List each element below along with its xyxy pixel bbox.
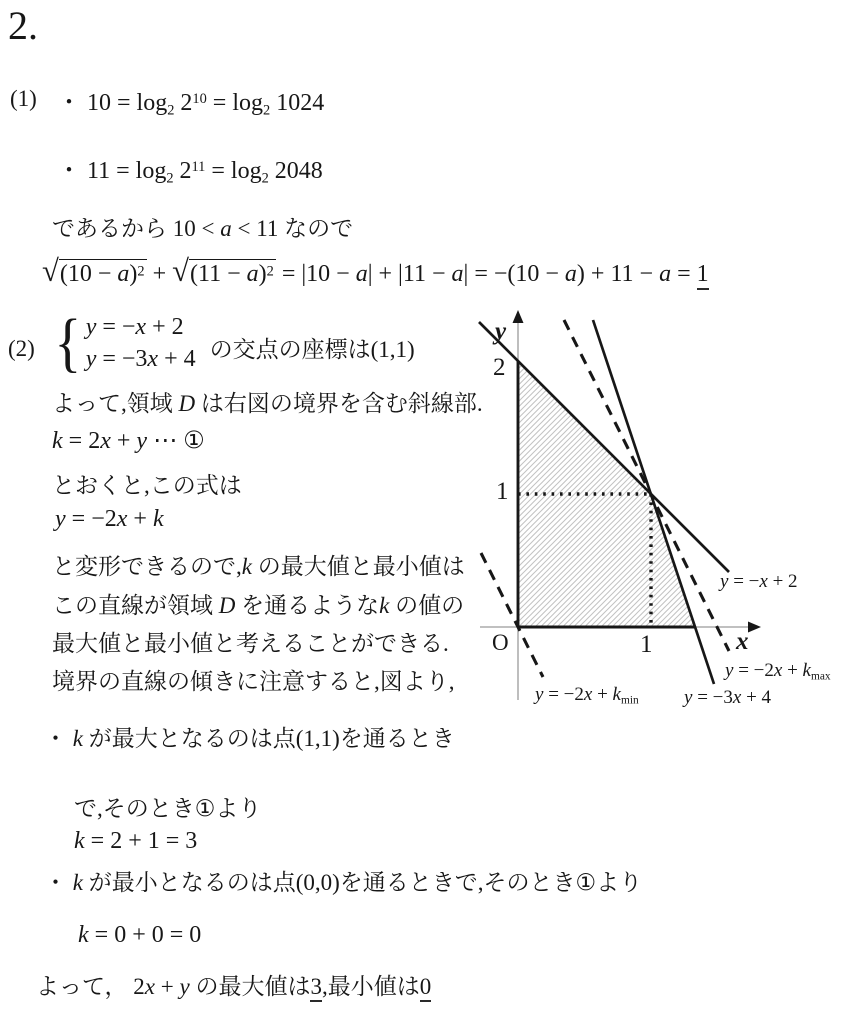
problem-number: 2. — [8, 3, 38, 48]
bullet-k-max-cont: で,そのとき①より — [74, 796, 262, 821]
system-equation-1: y = −x + 2 — [85, 313, 184, 340]
part1-eq-log2048: ・ 11 = log2 $2^{11} = \log 2$ 2048 — [57, 158, 323, 187]
part1-label: (1) — [10, 86, 37, 111]
y-axis-label: y — [495, 318, 507, 345]
system-equation-2: y = −3x + 4 — [85, 345, 196, 372]
y-tick-2: 2 — [493, 354, 506, 381]
part1-range-statement: であるから 10 < a < 11 なので — [52, 216, 354, 241]
k-max-computation: k = 2 + 1 = 3 — [74, 828, 198, 854]
part1-eq-log1024: ・ 10 = log2 $2^{10} = \log 2$ 1024 — [57, 90, 325, 119]
bullet-k-max: ・ k が最大となるのは点(1,1)を通るとき — [44, 726, 455, 751]
part2-label: (2) — [8, 336, 35, 361]
part1-sqrt-equation: $√(10 - a)^2 + √(11 - a)^2 = |10 - a| + |11 - a| = -(10 - a) + 11 - a = 1$ — [42, 254, 709, 288]
label-line-neg-3x-plus-4: y = −3x + 4 — [684, 687, 772, 708]
label-line-kmax: y = −2x + kmax — [725, 660, 831, 683]
figure-linear-programming — [455, 300, 860, 725]
solution-line: とおくと,この式は — [52, 473, 242, 498]
x-tick-1: 1 — [640, 631, 653, 658]
solution-line: よって,領域 D は右図の境界を含む斜線部. — [52, 391, 483, 416]
label-line-neg-x-plus-2: y = −x + 2 — [720, 571, 798, 592]
system-intersection-note: の交点の座標は(1,1) — [209, 336, 415, 362]
label-line-kmin: y = −2x + kmin — [535, 684, 639, 707]
solution-line: この直線が領域 D を通るようなk の値の — [52, 593, 465, 618]
solution-line: と変形できるので,k の最大値と最小値は — [52, 554, 465, 579]
origin-label: O — [492, 630, 509, 655]
solution-line: 境界の直線の傾きに注意すると,図より, — [52, 669, 455, 694]
x-axis-label: x — [736, 628, 749, 655]
system-brace: { — [54, 306, 82, 379]
bullet-k-min: ・ k が最小となるのは点(0,0)を通るときで,そのとき①より — [44, 870, 643, 895]
solution-line: k = 2x + y ⋯ ① — [52, 428, 205, 454]
solution-line: 最大値と最小値と考えることができる. — [52, 631, 449, 656]
conclusion-line: よって， 2x + y の最大値は3,最小値は0 — [36, 968, 431, 1001]
equation-system — [52, 306, 415, 379]
y-axis-arrow — [513, 310, 524, 323]
y-tick-1: 1 — [496, 478, 509, 505]
x-axis-arrow — [748, 622, 761, 633]
k-min-computation: k = 0 + 0 = 0 — [78, 922, 202, 948]
solution-line: y = −2x + k — [55, 506, 164, 532]
